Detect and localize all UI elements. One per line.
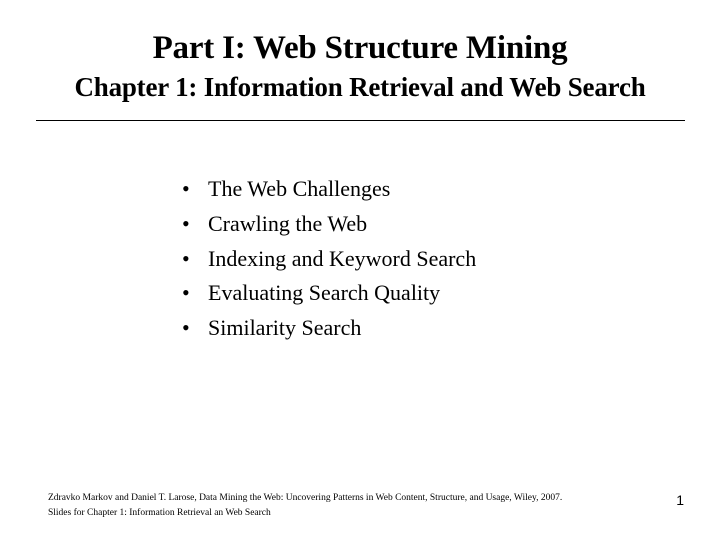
page-number: 1	[676, 492, 684, 508]
bullet-marker: •	[182, 210, 190, 236]
bullet-item	[182, 173, 476, 208]
footer-line-2: Slides for Chapter 1: Information Retrieval an Web Search	[48, 508, 271, 518]
bullet-text: Similarity Search	[208, 315, 362, 340]
bullet-marker: •	[182, 245, 190, 271]
bullet-text: The Web Challenges	[208, 176, 391, 201]
bullet-marker: •	[182, 280, 190, 306]
slide-subtitle: Chapter 1: Information Retrieval and Web Search	[74, 72, 646, 102]
title-divider	[36, 120, 685, 121]
bullet-text: Evaluating Search Quality	[208, 280, 441, 306]
bullet-item	[182, 277, 476, 312]
bullet-marker: •	[182, 176, 190, 201]
bullet-text: Indexing and Keyword Search	[208, 245, 477, 271]
bullet-item	[182, 312, 476, 347]
footer-line-1: Zdravko Markov and Daniel T. Larose, Data Mining the Web: Uncovering Patterns in Web Content, Structure, and Usage, Wiley, 2007.	[48, 493, 563, 503]
bullet-text: Crawling the Web	[208, 210, 368, 236]
bullet-item	[182, 243, 476, 278]
bullet-marker: •	[182, 315, 190, 340]
bullet-list	[182, 173, 476, 347]
slide-title: Part I: Web Structure Mining	[152, 30, 568, 66]
bullet-item	[182, 208, 476, 243]
footer-citation	[48, 491, 562, 521]
